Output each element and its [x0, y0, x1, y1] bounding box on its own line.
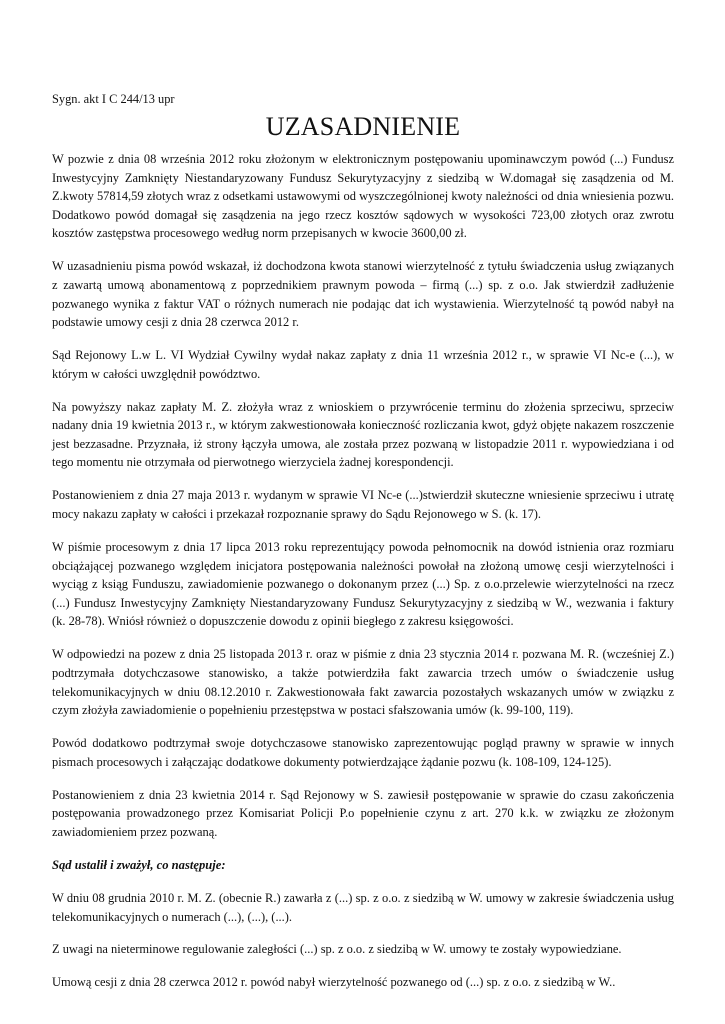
document-body	[52, 150, 674, 1006]
paragraph-payment-order: Sąd Rejonowy L.w L. VI Wydział Cywilny wydał nakaz zapłaty z dnia 11 września 2012 r., w sprawie VI Nc-e (...), w którym w całości uwzględnił powództwo.	[52, 348, 674, 381]
paragraph-justification: W uzasadnieniu pisma powód wskazał, iż dochodzona kwota stanowi wierzytelność z tytułu świadczenia usług związanych z zawartą umową abonamentową z poprzednikiem prawnym powoda – firmą (...) sp. z o.o. Jak stwierdził zadłużenie pozwanego wynika z faktur VAT o różnych numerach nie podając dat ich wystawienia. Wierzytelność tą powód nabył na podstawie umowy cesji z dnia 28 czerwca 2012 r.	[52, 259, 674, 330]
finding-contracts: W dniu 08 grudnia 2010 r. M. Z. (obecnie R.) zawarła z (...) sp. z o.o. z siedzibą w W. umowy w zakresie świadczenia usług telekomunikacyjnych o numerach (...), (...), (...).	[52, 890, 674, 924]
section-heading: Sąd ustalił i zważył, co następuje:	[52, 857, 226, 872]
paragraph-suspension: Postanowieniem z dnia 23 kwietnia 2014 r. Sąd Rejonowy w S. zawiesił postępowanie w sprawie do czasu zakończenia postępowania prowadzonego przez Komisariat Policji P.o popełnienie czynu z art. 270 k.k. w związku ze złożonym zawiadomieniem przez pozwaną.	[52, 787, 674, 839]
paragraph-response: W odpowiedzi na pozew z dnia 25 listopada 2013 r. oraz w piśmie z dnia 23 stycznia 2014 r. pozwana M. R. (wcześniej Z.) podtrzymała dotychczasowe stanowisko, a także potwierdziła fakt zawarcia trzech umów o świadczenie usług telekomunikacyjnych w dniu 08.12.2010 r. Zakwestionowała fakt zawarcia pozostałych wskazanych umów w związku z czym złożyła zawiadomienie o popełnieniu przestępstwa w postaci sfałszowania umów (k. 99-100, 119).	[52, 647, 674, 718]
paragraph-objection: Na powyższy nakaz zapłaty M. Z. złożyła wraz z wnioskiem o przywrócenie terminu do złożenia sprzeciwu, sprzeciw nadany dnia 19 kwietnia 2013 r., w którym zakwestionowała konieczność rozliczania kwot, gdyż objęte nakazem roszczenie jest bezzasadne. Przyznała, iż strony łączyła umowa, ale została przez pozwaną w listopadzie 2011 r. wypowiedziana i od tego momentu nie otrzymała od pierwotnego wierzyciela żadnej korespondencji.	[52, 399, 674, 470]
finding-assignment: Umową cesji z dnia 28 czerwca 2012 r. powód nabył wierzytelność pozwanego od (...) sp. z o.o. z siedzibą w W..	[52, 975, 616, 990]
case-reference: Sygn. akt I C 244/13 upr	[52, 92, 175, 106]
document-title: UZASADNIENIE	[265, 112, 461, 141]
paragraph-ruling-may: Postanowieniem z dnia 27 maja 2013 r. wydanym w sprawie VI Nc-e (...)stwierdził skuteczne wniesienie sprzeciwu i utratę mocy nakazu zapłaty w całości i przekazał rozpoznanie sprawy do Sądu Rejonowego w S. (k. 17).	[52, 488, 674, 522]
paragraph-lawsuit: W pozwie z dnia 08 września 2012 roku złożonym w elektronicznym postępowaniu upominawczym powód (...) Fundusz Inwestycyjny Zamknięty Niestandaryzowany Fundusz Sekurytyzacyjny z siedzibą w W.domagał się zasądzenia od M. Z.kwoty 57814,59 złotych wraz z odsetkami ustawowymi od wyszczególnionej kwoty należności od dnia wniesienia pozwu. Dodatkowo powód domagał się zasądzenia na jego rzecz kosztów sądowych w wysokości 723,00 złotych oraz zwrotu kosztów zastępstwa procesowego według norm przepisanych w kwocie 3600,00 zł.	[52, 152, 674, 241]
paragraph-pleading-july: W piśmie procesowym z dnia 17 lipca 2013 roku reprezentujący powoda pełnomocnik na dowód istnienia oraz rozmiaru obciążającej pozwanego względem inicjatora postępowania należności powołał na złożoną umowę cesji wierzytelności i wyciąg z ksiąg Funduszu, zawiadomienie pozwanego o dokonanym przez (...) Sp. z o.o.przelewie wierzytelności na rzecz (...) Fundusz Inwestycyjny Zamknięty Niestandaryzowany Fundusz Sekurytyzacyjny z siedzibą w W., wezwania i faktury (k. 28-78). Wniósł również o dopuszczenie dowodu z opinii biegłego z zakresu księgowości.	[52, 540, 674, 629]
finding-termination: Z uwagi na nieterminowe regulowanie zaległości (...) sp. z o.o. z siedzibą w W. umowy te zostały wypowiedziane.	[52, 942, 622, 957]
paragraph-plaintiff-position: Powód dodatkowo podtrzymał swoje dotychczasowe stanowisko zaprezentowując pogląd prawny w sprawie w innych pismach procesowych i załączając dodatkowe dokumenty potwierdzające żądanie pozwu (k. 108-109, 124-125).	[52, 736, 674, 769]
